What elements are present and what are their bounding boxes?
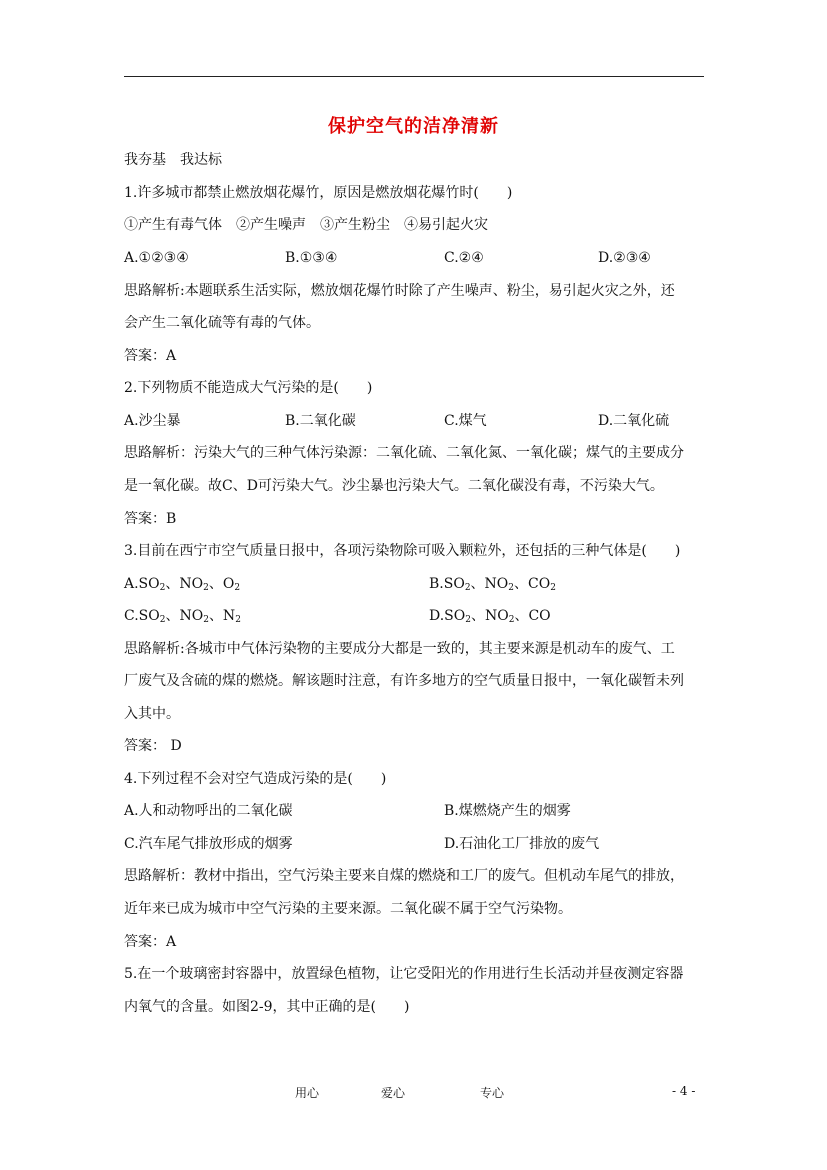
q2-option-d: D.二氧化硫 xyxy=(598,413,670,429)
q1-stem: 1.许多城市都禁止燃放烟花爆竹，原因是燃放烟花爆竹时( ) xyxy=(124,185,513,201)
q3-analysis-line2: 厂废气及含硫的煤的燃烧。解该题时注意，有许多地方的空气质量日报中，一氧化碳暂未列 xyxy=(124,673,684,689)
q4-analysis-line2: 近年来已成为城市中空气污染的主要来源。二氧化碳不属于空气污染物。 xyxy=(124,901,572,917)
q4-option-b: B.煤燃烧产生的烟雾 xyxy=(444,803,571,819)
q2-analysis-line2: 是一氧化碳。故C、D可污染大气。沙尘暴也污染大气。二氧化碳没有毒，不污染大气。 xyxy=(124,478,664,494)
q1-option-d: D.②③④ xyxy=(598,250,651,266)
q2-answer: 答案：B xyxy=(124,511,177,527)
q3-stem: 3.目前在西宁市空气质量日报中，各项污染物除可吸入颗粒外，还包括的三种气体是( ) xyxy=(124,543,681,559)
q4-option-d: D.石油化工厂排放的废气 xyxy=(444,836,600,852)
q1-analysis-line1: 思路解析:本题联系生活实际，燃放烟花爆竹时除了产生噪声、粉尘，易引起火灾之外，还 xyxy=(124,283,675,299)
q5-stem-line2: 内氧气的含量。如图2-9，其中正确的是( ) xyxy=(124,999,410,1015)
q4-option-a: A.人和动物呼出的二氧化碳 xyxy=(124,803,293,819)
q4-analysis-line1: 思路解析：教材中指出，空气污染主要来自煤的燃烧和工厂的废气。但机动车尾气的排放， xyxy=(124,868,684,884)
footer-word-1: 用心 xyxy=(295,1086,320,1100)
q1-answer: 答案：A xyxy=(124,348,177,364)
q2-option-a: A.沙尘暴 xyxy=(124,413,181,429)
q3-option-c: $C.SO_2$、$NO_2$、$N_2$ xyxy=(124,608,241,625)
q2-option-c: C.煤气 xyxy=(444,413,487,429)
page-number: - 4 - xyxy=(672,1084,696,1098)
q1-option-b: B.①③④ xyxy=(285,250,338,266)
q4-option-c: C.汽车尾气排放形成的烟雾 xyxy=(124,836,293,852)
header-rule xyxy=(124,76,704,77)
q3-option-a: $A.SO_2$、$NO_2$、$O_2$ xyxy=(124,576,241,593)
q4-stem: 4.下列过程不会对空气造成污染的是( ) xyxy=(124,771,387,787)
section-heading: 我夯基 我达标 xyxy=(124,152,222,168)
q1-option-c: C.②④ xyxy=(444,250,484,266)
q2-analysis-line1: 思路解析：污染大气的三种气体污染源：二氧化硫、二氧化氮、一氧化碳；煤气的主要成分 xyxy=(124,445,684,461)
q3-answer: 答案： D xyxy=(124,738,182,754)
q3-analysis-line3: 入其中。 xyxy=(124,706,180,722)
q3-analysis-line1: 思路解析:各城市中气体污染物的主要成分大都是一致的，其主要来源是机动车的废气、工 xyxy=(124,641,675,657)
q4-answer: 答案：A xyxy=(124,934,177,950)
footer-word-3: 专心 xyxy=(480,1086,505,1100)
q3-option-b: $B.SO_2$、$NO_2$、$CO_2$ xyxy=(429,576,556,593)
q2-stem: 2.下列物质不能造成大气污染的是( ) xyxy=(124,380,373,396)
q1-option-a: A.①②③④ xyxy=(124,250,189,266)
q1-analysis-line2: 会产生二氧化硫等有毒的气体。 xyxy=(124,315,320,331)
q5-stem-line1: 5.在一个玻璃密封容器中，放置绿色植物，让它受阳光的作用进行生长活动并昼夜测定容器 xyxy=(124,966,684,982)
q3-option-d: $D.SO_2$、$NO_2$、CO xyxy=(429,608,551,625)
footer-word-2: 爱心 xyxy=(381,1086,406,1100)
q1-items: ①产生有毒气体 ②产生噪声 ③产生粉尘 ④易引起火灾 xyxy=(124,217,488,233)
q2-option-b: B.二氧化碳 xyxy=(285,413,356,429)
page-title: 保护空气的洁净清新 xyxy=(328,116,499,137)
